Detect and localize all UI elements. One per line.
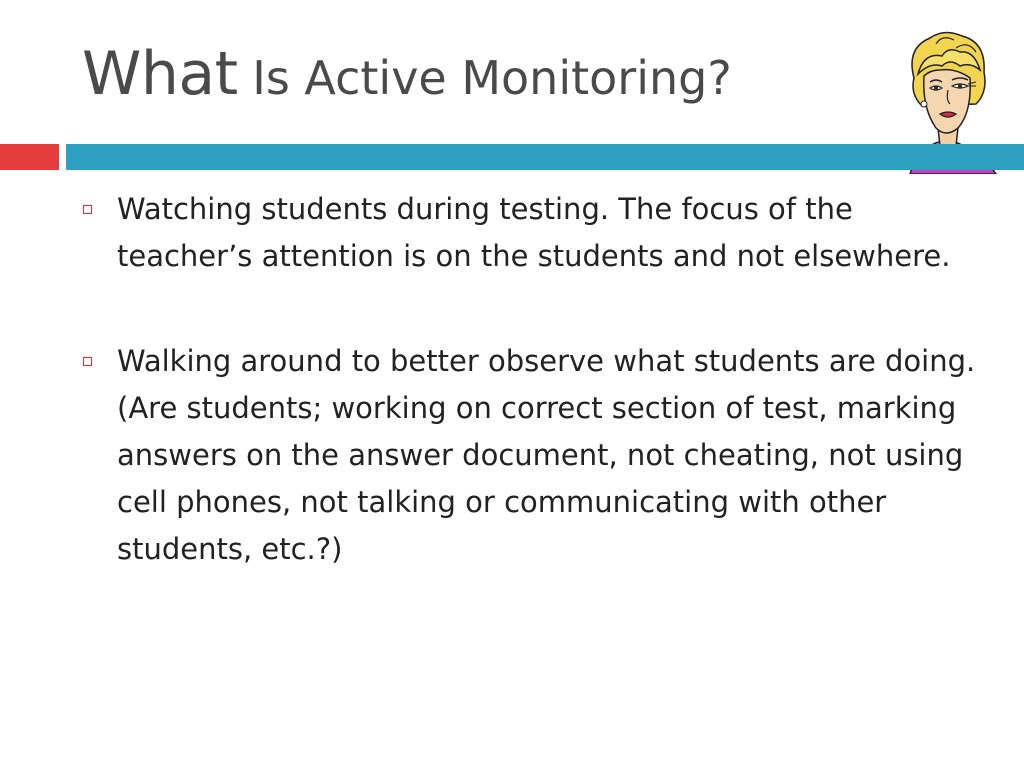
slide-title xyxy=(82,39,732,109)
hollow-square-bullet-icon xyxy=(83,205,92,214)
accent-bar-blue xyxy=(66,144,1024,170)
bullet-item xyxy=(82,186,982,280)
title-first-word: What xyxy=(82,39,238,109)
accent-bar-red xyxy=(0,144,59,170)
bullet-text: Watching students during testing. The focus of the teacher’s attention is on the students and not elsewhere. xyxy=(117,192,951,273)
bullet-list xyxy=(82,186,982,573)
title-rest: Is Active Monitoring? xyxy=(237,51,732,105)
bullet-text: Walking around to better observe what students are doing. (Are students; working on correct section of test, marking answers on the answer document, not cheating, not using cell phones, not talking or communicating with other students, etc.?) xyxy=(117,344,976,566)
bullet-item xyxy=(82,338,982,573)
hollow-square-bullet-icon xyxy=(83,357,92,366)
